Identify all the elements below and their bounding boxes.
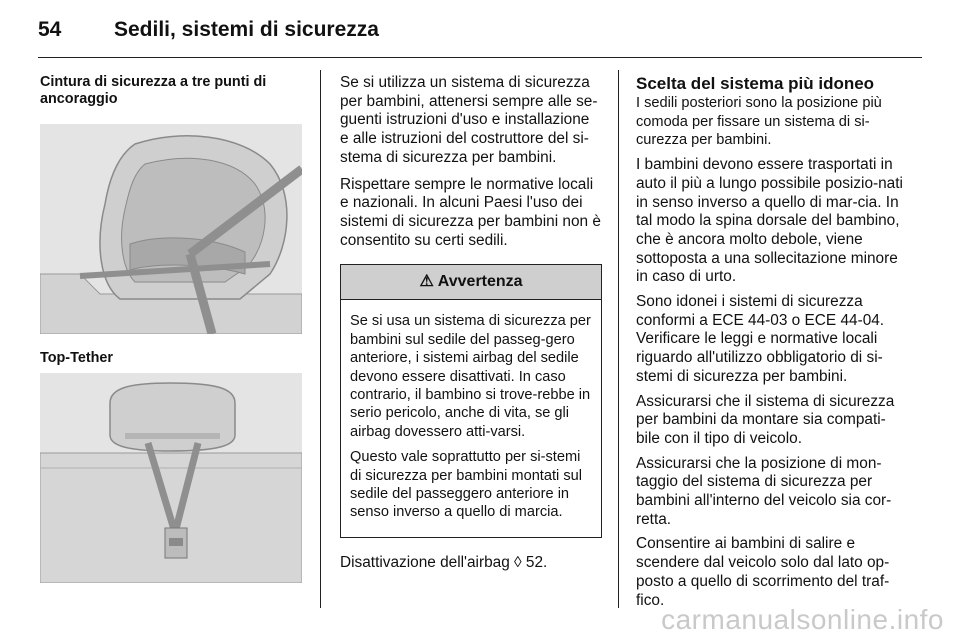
warning-box [340,264,602,537]
child-seat-belt-illustration [40,124,302,334]
column-divider-2 [618,70,619,608]
column-left [40,74,302,583]
watermark: carmanualsonline.info [661,604,944,635]
page-number: 54 [38,18,62,41]
paragraph: Rispettare sempre le normative locali e nazionali. In alcuni Paesi l'uso dei sistemi di sicurezza per bambini non è consentito su certi sedili. [340,175,601,249]
paragraph: I bambini devono essere trasportati in auto il più a lungo possibile posizio-nati in senso inverso a quello di mar-cia. In tal modo la spina dorsale del bambino, che è ancora molto debole, viene sottoposta a una sollecitazione minore in caso di urto. [636,156,903,286]
header-rule [38,57,922,58]
paragraph: Sono idonei i sistemi di sicurezza conformi a ECE 44-03 o ECE 44-04. Verificare le leggi e normative locali riguardo all'utilizzo obbligatorio di si-stemi di sicurezza per bambini. [636,293,885,385]
section-heading-system-choice: Scelta del sistema più idoneo [636,74,875,93]
paragraph: I sedili posteriori sono la posizione più comoda per fissare un sistema di si-curezza per bambini. [636,95,882,149]
paragraph: Se si utilizza un sistema di sicurezza per bambini, attenersi sempre alle se-guenti istruzioni d'uso e installazione e alle istruzioni del costruttore del si-stema di sicurezza per bambini. [340,74,598,166]
paragraph: Consentire ai bambini di salire e scendere dal veicolo solo dal lato op-posto a quello di scorrimento del traf-fico. [636,535,890,609]
warning-header [341,265,601,300]
column-divider-1 [320,70,321,608]
chapter-title: Sedili, sistemi di sicurezza [114,18,379,41]
paragraph: Assicurarsi che la posizione di mon-taggio del sistema di sicurezza per bambini all'interno del veicolo sia cor-retta. [636,454,892,528]
cross-reference-airbag: Disattivazione dell'airbag ◊ 52. [340,553,548,571]
warning-icon: ⚠ [419,273,434,291]
page-header [38,14,922,56]
column-middle [340,74,602,581]
warning-paragraph: Se si usa un sistema di sicurezza per bambini sul sedile del passeg-gero anteriore, i sistemi airbag del sedile devono essere disattivati. In caso contrario, il bambino si trove-rebbe in serio pericolo, anche di vita, se gli airbag dovessero atti-varsi. [350,313,591,440]
section-heading-three-point-belt: Cintura di sicurezza a tre punti di ancoraggio [40,74,267,107]
top-tether-illustration [40,373,302,583]
paragraph: Assicurarsi che il sistema di sicurezza per bambini da montare sia compati-bile con il tipo di veicolo. [636,392,895,447]
figure-label-top-tether: Top-Tether [40,350,114,366]
warning-body [341,300,601,536]
warning-paragraph: Questo vale soprattutto per si-stemi di sicurezza per bambini montati sul sedile del passeggero anteriore in senso inverso a quello di marcia. [350,449,582,521]
column-right [636,74,904,616]
warning-title: Avvertenza [437,273,523,291]
